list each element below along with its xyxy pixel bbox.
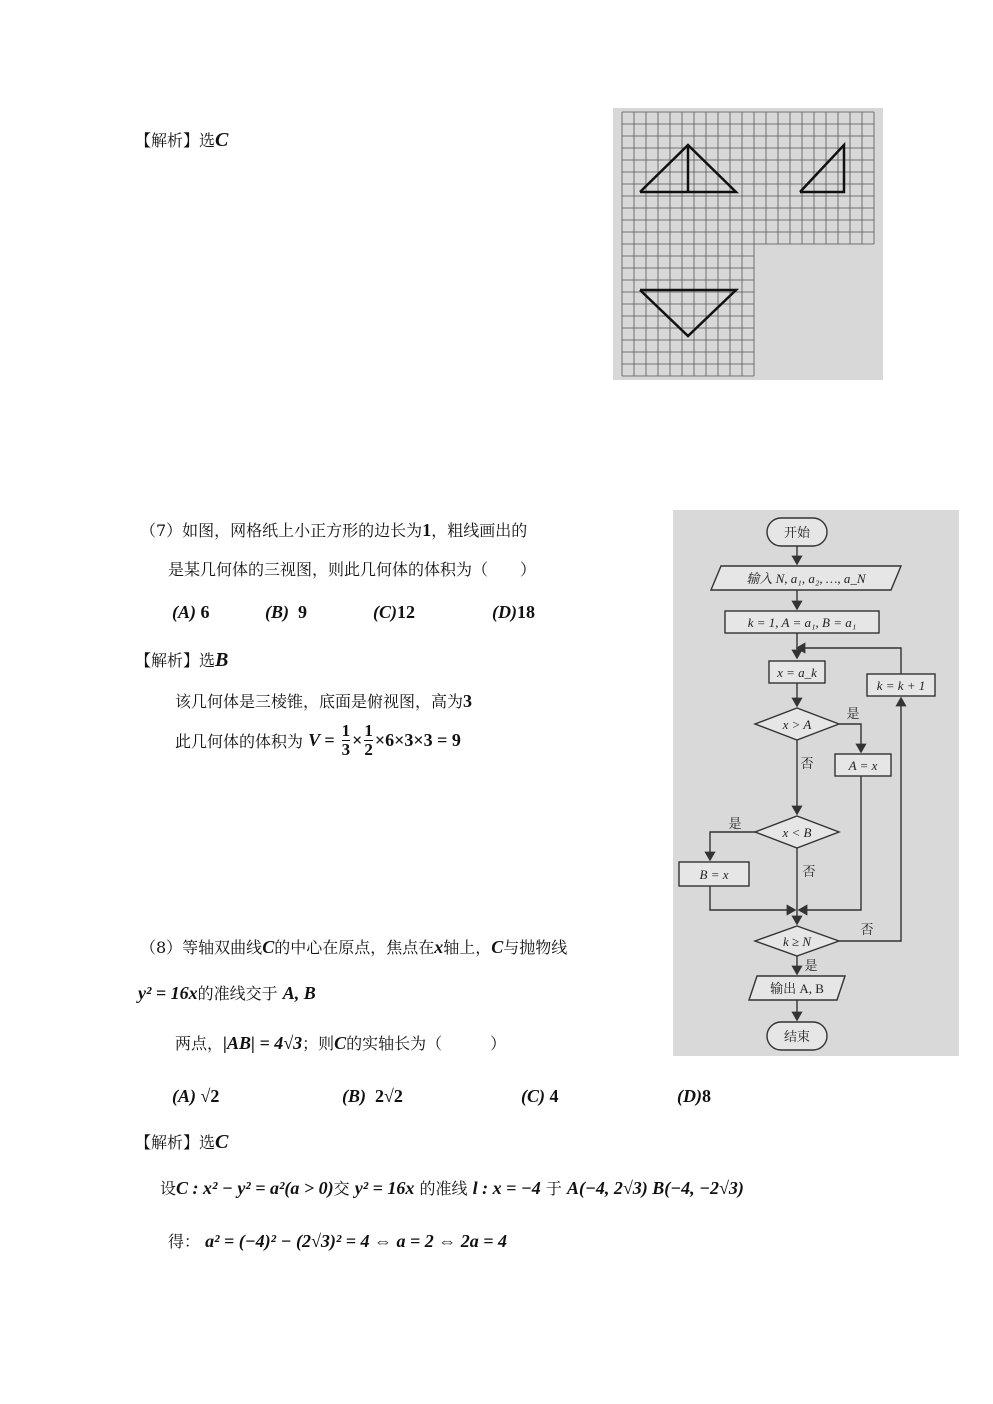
denominator: 2	[364, 740, 373, 759]
option-value: 18	[517, 602, 535, 622]
cond3-label: k ≥ N	[782, 934, 812, 949]
analysis-text: 设	[160, 1179, 177, 1198]
analysis-7-line-2	[175, 722, 461, 759]
increment-label: k = k + 1	[876, 678, 926, 693]
analysis-text: 该几何体是三棱锥，底面是俯视图，高为	[175, 692, 464, 711]
q8-text: 的实轴长为（ ）	[346, 1034, 507, 1053]
question-7-line-1	[140, 518, 527, 541]
question-8-line-2	[138, 981, 316, 1004]
three-view-figure	[613, 108, 883, 380]
set-a-label: A = x	[848, 758, 878, 773]
analysis-label: 【解析】选	[135, 131, 216, 150]
question-8-line-3	[175, 1031, 506, 1054]
q8-text: 的中心在原点，焦点在	[274, 938, 435, 957]
x-axis-var: x	[434, 937, 444, 957]
init-label: k = 1, A = a₁, B = a₁	[747, 615, 857, 630]
volume-variable: V =	[308, 730, 335, 750]
no1-label: 否	[800, 756, 814, 771]
input-label: 输入 N, a₁, a₂, …, a_N	[746, 571, 866, 586]
question-8-line-1	[140, 935, 567, 958]
analysis-8-line-1	[160, 1176, 744, 1199]
fraction-one-third	[342, 722, 351, 759]
q7-option-d[interactable]	[492, 602, 535, 623]
option-letter: (D)	[492, 602, 517, 622]
q8-option-d[interactable]	[677, 1086, 711, 1107]
end-label: 结束	[783, 1029, 811, 1044]
option-letter: (A)	[172, 1086, 196, 1106]
yes2-label: 是	[728, 816, 742, 831]
analysis-answer: C	[215, 1131, 229, 1153]
question-7-line-2: 是某几何体的三视图，则此几何体的体积为（ ）	[168, 560, 537, 579]
q7-text: ，粗线画出的	[431, 521, 528, 540]
times-sign: ×	[352, 730, 363, 750]
q7-option-c[interactable]	[373, 602, 415, 623]
analysis-8-line-2	[168, 1229, 507, 1252]
analysis-8	[135, 1130, 228, 1154]
assign-x-label: x = a_k	[777, 665, 817, 680]
ab-length: |AB| = 4√3	[223, 1033, 303, 1053]
q8-text: 的准线交于	[197, 984, 278, 1003]
option-letter: (A)	[172, 602, 196, 622]
q7-number: 1	[422, 520, 432, 540]
analysis-label: 【解析】选	[135, 651, 216, 670]
numerator: 1	[341, 721, 351, 740]
q7-option-b[interactable]	[265, 602, 307, 623]
q8-option-b[interactable]	[342, 1086, 403, 1107]
curve-c: C	[262, 937, 275, 957]
option-letter: (C)	[373, 602, 397, 622]
q7-option-a[interactable]	[172, 602, 210, 623]
analysis-label: 【解析】选	[135, 1133, 216, 1152]
curve-c: C	[334, 1033, 347, 1053]
analysis-text: 得：	[168, 1232, 201, 1251]
denominator: 3	[341, 740, 351, 759]
analysis-text: 于	[545, 1179, 562, 1198]
option-value: 2√2	[375, 1086, 403, 1106]
set-b-label: B = x	[699, 867, 729, 882]
analysis-answer: B	[215, 649, 229, 671]
analysis-number: 3	[463, 691, 473, 711]
q8-text: 与抛物线	[503, 938, 568, 957]
start-label: 开始	[783, 525, 811, 540]
analysis-text: 交	[333, 1179, 350, 1198]
parabola-equation: y² = 16x	[354, 1178, 415, 1198]
no3-label: 否	[860, 922, 874, 937]
option-letter: (D)	[677, 1086, 702, 1106]
no2-label: 否	[802, 864, 816, 879]
q8-text: 轴上，	[443, 938, 492, 957]
volume-result: ×6×3×3 = 9	[374, 730, 461, 750]
option-value: 9	[298, 602, 307, 622]
cond1-label: x > A	[782, 717, 812, 732]
points-ab: A, B	[282, 983, 316, 1003]
option-value: 4	[549, 1086, 559, 1106]
cond2-label: x < B	[782, 825, 812, 840]
option-letter: (B)	[265, 602, 289, 622]
curve-c: C	[491, 937, 504, 957]
numerator: 1	[364, 721, 373, 740]
directrix-equation: l : x = −4	[472, 1178, 541, 1198]
analysis-7	[135, 648, 228, 672]
hyperbola-equation: C : x² − y² = a²(a > 0)	[176, 1178, 334, 1198]
yes1-label: 是	[846, 706, 860, 721]
q8-text: ；则	[302, 1034, 335, 1053]
output-label: 输出 A, B	[770, 981, 824, 996]
q8-text: （8）等轴双曲线	[140, 938, 263, 957]
q8-option-a[interactable]	[172, 1086, 219, 1107]
option-letter: (B)	[342, 1086, 366, 1106]
option-letter: (C)	[521, 1086, 545, 1106]
parabola-equation: y² = 16x	[138, 983, 198, 1003]
analysis-text: 此几何体的体积为	[175, 732, 304, 751]
option-value: √2	[200, 1086, 220, 1106]
flowchart-background	[673, 510, 959, 1056]
q8-text: 两点，	[175, 1034, 224, 1053]
analysis-7-line-1	[175, 689, 472, 712]
option-value: 8	[702, 1086, 711, 1106]
intersection-points: A(−4, 2√3) B(−4, −2√3)	[566, 1178, 744, 1198]
result-equation: a² = (−4)² − (2√3)² = 4 ⇔ a = 2 ⇔ 2a = 4	[205, 1231, 507, 1251]
analysis-answer: C	[215, 129, 229, 151]
analysis-6	[135, 128, 228, 152]
option-value: 6	[200, 602, 210, 622]
q7-text: （7）如图，网格纸上小正方形的边长为	[140, 521, 423, 540]
fraction-one-half	[364, 722, 373, 759]
flowchart	[673, 510, 959, 1056]
q8-option-c[interactable]	[521, 1086, 559, 1107]
analysis-text: 的准线	[419, 1179, 468, 1198]
option-value: 12	[397, 602, 415, 622]
yes3-label: 是	[804, 958, 818, 973]
